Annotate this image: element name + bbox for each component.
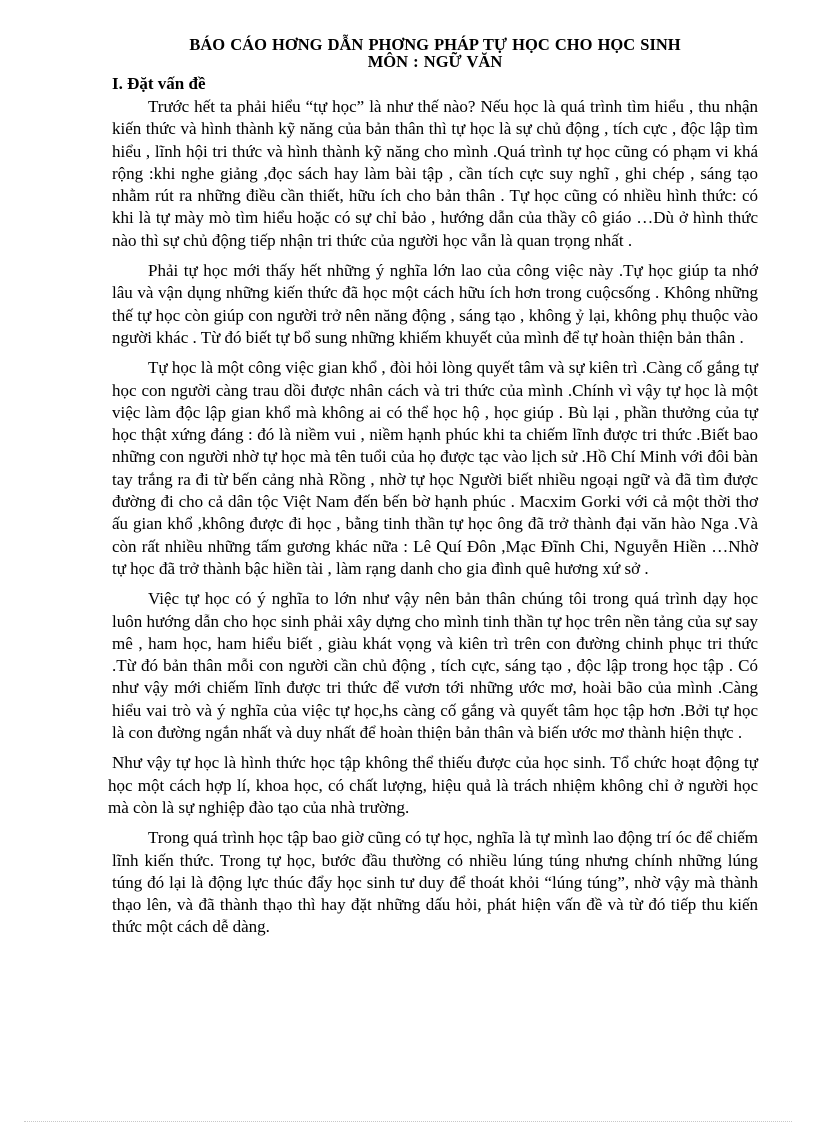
document-title-line-2: MÔN : NGỮ VĂN [367, 52, 503, 71]
paragraph: Trong quá trình học tập bao giờ cũng có tự học, nghĩa là tự mình lao động trí óc để chiếm lĩnh kiến thức. Trong tự học, bước đầu thường có nhiều lúng túng nhưng chính những lúng túng đó lại là động lực thúc đẩy học sinh tư duy để thoát khỏi “lúng túng”, nhờ vậy mà thành thạo lên, và đã thành thạo thì hay đặt những dấu hỏi, phát hiện vấn đề và từ đó tiếp thu kiến thức một cách dễ dàng. [112, 828, 758, 937]
section-heading: I. Đặt vấn đề [112, 74, 206, 93]
document-page [108, 35, 758, 947]
paragraph: Việc tự học có ý nghĩa to lớn như vậy nên bản thân chúng tôi trong quá trình dạy học luôn hướng dẫn cho học sinh phải xây dựng cho mình tinh thần tự học trên nền tảng của sự say mê , ham học, ham hiểu biết , giàu khát vọng và kiên trì trên con đường chinh phục tri thức .Từ đó bản thân mỗi con người cần chủ động , tích cực, sáng tạo , độc lập trong học tập . Có như vậy mới chiếm lĩnh được tri thức để vươn tới những ước mơ, hoài bão của mình .Càng hiểu vai trò và ý nghĩa của việc tự học,hs càng cố gắng và quyết tâm học tập hơn .Bởi tự học là con đường ngắn nhất và duy nhất để hoàn thiện bản thân và biến ước mơ thành hiện thực . [112, 589, 758, 743]
paragraph: Trước hết ta phải hiểu “tự học” là như thế nào? Nếu học là quá trình tìm hiểu , thu nhận kiến thức và hình thành kỹ năng của bản thân thì tự học là sự chủ động , tích cực , độc lập tìm hiểu , lĩnh hội tri thức và hình thành kỹ năng cho mình .Quá trình tự học cũng có phạm vi khá rộng :khi nghe giảng ,đọc sách hay làm bài tập , cần tích cực suy nghĩ , ghi chép , sáng tạo nhằm rút ra những điều cần thiết, hữu ích cho bản thân . Tự học cũng có nhiều hình thức: có khi là tự mày mò tìm hiểu hoặc có sự chỉ bảo , hướng dẫn của thầy cô giáo …Dù ở hình thức nào thì sự chủ động tiếp nhận tri thức của người học vẫn là quan trọng nhất . [112, 97, 758, 250]
paragraph: Tự học là một công việc gian khổ , đòi hỏi lòng quyết tâm và sự kiên trì .Càng cố gắng tự học con người càng trau dồi được nhân cách và tri thức của mình .Chính vì vậy tự học là một việc làm độc lập gian khổ mà không ai có thể học hộ , học giúp . Bù lại , phần thưởng của tự học thật xứng đáng : đó là niềm vui , niềm hạnh phúc khi ta chiếm lĩnh được tri thức .Biết bao những con người nhờ tự học mà tên tuổi của họ được tạc vào lịch sử .Hồ Chí Minh với đôi bàn tay trắng ra đi từ bến cảng nhà Rồng , nhờ tự học Người biết nhiều ngoại ngữ và đã tìm được đường đi cho cả dân tộc Việt Nam đến bến bờ hạnh phúc . Macxim Gorki với cả một thời thơ ấu gian khổ ,không được đi học , bằng tinh thần tự học ông đã trở thành đại văn hào Nga .Và còn rất nhiều những tấm gương khác nữa : Lê Quí Đôn ,Mạc Đĩnh Chi, Nguyễn Hiền …Nhờ tự học đã trở thành bậc hiền tài , làm rạng danh cho gia đình quê hương xứ sở . [112, 358, 758, 578]
document-title-line-1: BÁO CÁO HƠNG DẪN PHƠNG PHÁP TỰ HỌC CHO HỌC SINH [189, 35, 681, 54]
paragraph: Phải tự học mới thấy hết những ý nghĩa lớn lao của công việc này .Tự học giúp ta nhớ lâu và vận dụng những kiến thức đã học một cách hữu ích hơn trong cuộcsống . Không những thế tự học còn giúp con người trở nên năng động , sáng tạo , không ỷ lại, không phụ thuộc vào người khác . Từ đó biết tự bổ sung những khiếm khuyết của mình để tự hoàn thiện bản thân . [112, 261, 758, 347]
page-bottom-divider [24, 1121, 792, 1122]
paragraph: Như vậy tự học là hình thức học tập không thể thiếu được của học sinh. Tổ chức hoạt động tự học một cách hợp lí, khoa học, có chất lượng, hiệu quả là trách nhiệm không chỉ ở người học mà còn là sự nghiệp đào tạo của nhà trường. [108, 753, 758, 817]
